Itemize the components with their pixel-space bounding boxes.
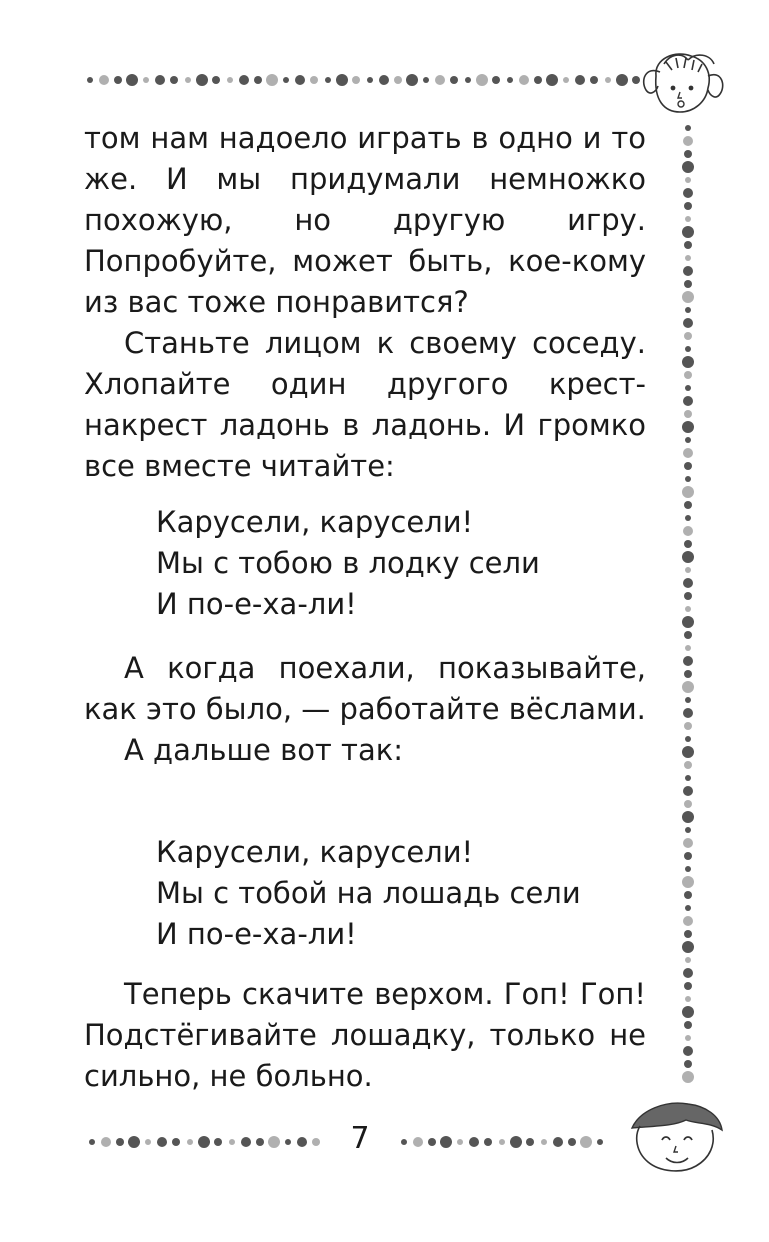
- border-dot: [682, 161, 694, 173]
- border-dot: [683, 318, 693, 328]
- verse-1-line-2: Мы с тобою в лодку сели: [156, 546, 540, 580]
- border-dot: [499, 1139, 505, 1145]
- border-dot: [312, 1138, 320, 1146]
- final-text: [84, 974, 646, 1097]
- border-dot: [685, 216, 691, 222]
- border-dot: [685, 1035, 691, 1041]
- border-dot: [685, 437, 691, 443]
- border-dot: [682, 356, 694, 368]
- page-text: [84, 118, 646, 487]
- border-dot: [214, 1138, 222, 1146]
- border-dot: [684, 722, 692, 730]
- border-dot: [683, 578, 693, 588]
- border-dot: [155, 75, 165, 85]
- border-dot: [682, 1006, 694, 1018]
- border-dot: [229, 1139, 235, 1145]
- border-dot: [239, 75, 249, 85]
- page-number: 7: [350, 1121, 370, 1156]
- border-dot: [367, 77, 373, 83]
- border-dot: [196, 74, 208, 86]
- border-dot: [685, 775, 691, 781]
- border-dot: [143, 77, 149, 83]
- bottom-right-dot-border: [398, 1132, 608, 1152]
- border-dot: [126, 74, 138, 86]
- border-dot: [268, 1136, 280, 1148]
- girl-face-illustration: [636, 46, 726, 130]
- border-dot: [683, 448, 693, 458]
- border-dot: [685, 736, 691, 742]
- border-dot: [685, 307, 691, 313]
- top-dot-border: [84, 70, 644, 90]
- border-dot: [484, 1138, 492, 1146]
- boy-face-illustration: [626, 1096, 726, 1190]
- paragraph-1: том нам надоело играть в одно и то же. И мы придумали немножко похожую, но другую игру. Попробуйте, может быть, кое-кому из вас тоже понравится?: [84, 121, 646, 319]
- border-dot: [325, 77, 331, 83]
- border-dot: [114, 76, 122, 84]
- verse-2-line-2: Мы с тобой на лошадь сели: [156, 876, 581, 910]
- border-dot: [684, 592, 692, 600]
- border-dot: [435, 75, 445, 85]
- border-dot: [101, 1137, 111, 1147]
- border-dot: [683, 786, 693, 796]
- paragraph-2: Станьте лицом к своему соседу. Хлопайте один другого крест-накрест ладонь в ладонь. И громко все вместе читайте:: [84, 326, 646, 483]
- border-dot: [684, 501, 692, 509]
- border-dot: [440, 1136, 452, 1148]
- border-dot: [683, 188, 693, 198]
- border-dot: [469, 1137, 479, 1147]
- border-dot: [684, 761, 692, 769]
- border-dot: [684, 852, 692, 860]
- border-dot: [519, 75, 529, 85]
- paragraph-5: Теперь скачите верхом. Гоп! Гоп! Подстёгивайте лошадку, только не сильно, не больно.: [84, 977, 646, 1093]
- border-dot: [406, 74, 418, 86]
- border-dot: [684, 982, 692, 990]
- border-dot: [87, 77, 93, 83]
- border-dot: [684, 462, 692, 470]
- border-dot: [683, 708, 693, 718]
- border-dot: [682, 226, 694, 238]
- border-dot: [590, 76, 598, 84]
- border-dot: [684, 332, 692, 340]
- verse-2-line-3: И по-е-ха-ли!: [156, 917, 357, 951]
- border-dot: [457, 1139, 463, 1145]
- border-dot: [682, 941, 694, 953]
- border-dot: [682, 291, 694, 303]
- border-dot: [683, 838, 693, 848]
- border-dot: [128, 1136, 140, 1148]
- border-dot: [575, 75, 585, 85]
- border-dot: [227, 77, 233, 83]
- border-dot: [685, 385, 691, 391]
- paragraph-4: А дальше вот так:: [124, 733, 403, 767]
- border-dot: [684, 631, 692, 639]
- border-dot: [685, 567, 691, 573]
- bottom-left-dot-border: [86, 1132, 331, 1152]
- border-dot: [685, 515, 691, 521]
- border-dot: [685, 346, 691, 352]
- border-dot: [541, 1139, 547, 1145]
- border-dot: [492, 76, 500, 84]
- border-dot: [295, 75, 305, 85]
- border-dot: [266, 74, 278, 86]
- border-dot: [185, 77, 191, 83]
- border-dot: [684, 540, 692, 548]
- border-dot: [682, 811, 694, 823]
- border-dot: [187, 1139, 193, 1145]
- right-dot-border: [677, 122, 699, 1090]
- border-dot: [685, 645, 691, 651]
- border-dot: [682, 1071, 694, 1083]
- border-dot: [616, 74, 628, 86]
- verse-1-line-3: И по-е-ха-ли!: [156, 587, 357, 621]
- border-dot: [428, 1138, 436, 1146]
- border-dot: [336, 74, 348, 86]
- border-dot: [684, 371, 692, 379]
- border-dot: [684, 150, 692, 158]
- border-dot: [423, 77, 429, 83]
- border-dot: [683, 136, 693, 146]
- border-dot: [683, 916, 693, 926]
- border-dot: [241, 1137, 251, 1147]
- border-dot: [553, 1137, 563, 1147]
- border-dot: [546, 74, 558, 86]
- border-dot: [379, 75, 389, 85]
- border-dot: [684, 1060, 692, 1068]
- border-dot: [685, 177, 691, 183]
- border-dot: [682, 616, 694, 628]
- border-dot: [684, 280, 692, 288]
- border-dot: [465, 77, 471, 83]
- border-dot: [99, 75, 109, 85]
- border-dot: [534, 76, 542, 84]
- border-dot: [568, 1138, 576, 1146]
- border-dot: [685, 606, 691, 612]
- border-dot: [684, 410, 692, 418]
- verse-1: [84, 502, 646, 625]
- border-dot: [684, 202, 692, 210]
- middle-text: [84, 648, 646, 771]
- border-dot: [685, 827, 691, 833]
- paragraph-3: А когда поехали, показывайте, как это было, — работайте вёслами.: [84, 651, 646, 726]
- border-dot: [682, 551, 694, 563]
- border-dot: [597, 1139, 603, 1145]
- border-dot: [682, 746, 694, 758]
- border-dot: [682, 421, 694, 433]
- border-dot: [145, 1139, 151, 1145]
- border-dot: [685, 697, 691, 703]
- border-dot: [310, 76, 318, 84]
- border-dot: [684, 670, 692, 678]
- border-dot: [256, 1138, 264, 1146]
- border-dot: [254, 76, 262, 84]
- border-dot: [685, 996, 691, 1002]
- border-dot: [526, 1138, 534, 1146]
- border-dot: [170, 76, 178, 84]
- border-dot: [685, 905, 691, 911]
- border-dot: [352, 76, 360, 84]
- border-dot: [510, 1136, 522, 1148]
- border-dot: [507, 77, 513, 83]
- border-dot: [683, 1046, 693, 1056]
- border-dot: [605, 77, 611, 83]
- verse-1-line-1: Карусели, карусели!: [156, 505, 474, 539]
- border-dot: [683, 266, 693, 276]
- border-dot: [89, 1139, 95, 1145]
- border-dot: [684, 1021, 692, 1029]
- border-dot: [684, 241, 692, 249]
- border-dot: [476, 74, 488, 86]
- border-dot: [682, 681, 694, 693]
- border-dot: [683, 396, 693, 406]
- border-dot: [684, 891, 692, 899]
- border-dot: [682, 486, 694, 498]
- border-dot: [157, 1137, 167, 1147]
- border-dot: [684, 800, 692, 808]
- border-dot: [685, 255, 691, 261]
- border-dot: [450, 76, 458, 84]
- border-dot: [685, 866, 691, 872]
- border-dot: [116, 1138, 124, 1146]
- border-dot: [683, 968, 693, 978]
- border-dot: [563, 77, 569, 83]
- border-dot: [683, 526, 693, 536]
- border-dot: [285, 1139, 291, 1145]
- border-dot: [283, 77, 289, 83]
- border-dot: [685, 957, 691, 963]
- border-dot: [394, 76, 402, 84]
- border-dot: [684, 930, 692, 938]
- border-dot: [212, 76, 220, 84]
- border-dot: [297, 1137, 307, 1147]
- border-dot: [172, 1138, 180, 1146]
- border-dot: [580, 1136, 592, 1148]
- border-dot: [413, 1137, 423, 1147]
- verse-2-line-1: Карусели, карусели!: [156, 835, 474, 869]
- verse-2: [84, 832, 646, 955]
- border-dot: [683, 656, 693, 666]
- border-dot: [198, 1136, 210, 1148]
- border-dot: [682, 876, 694, 888]
- border-dot: [401, 1139, 407, 1145]
- border-dot: [685, 476, 691, 482]
